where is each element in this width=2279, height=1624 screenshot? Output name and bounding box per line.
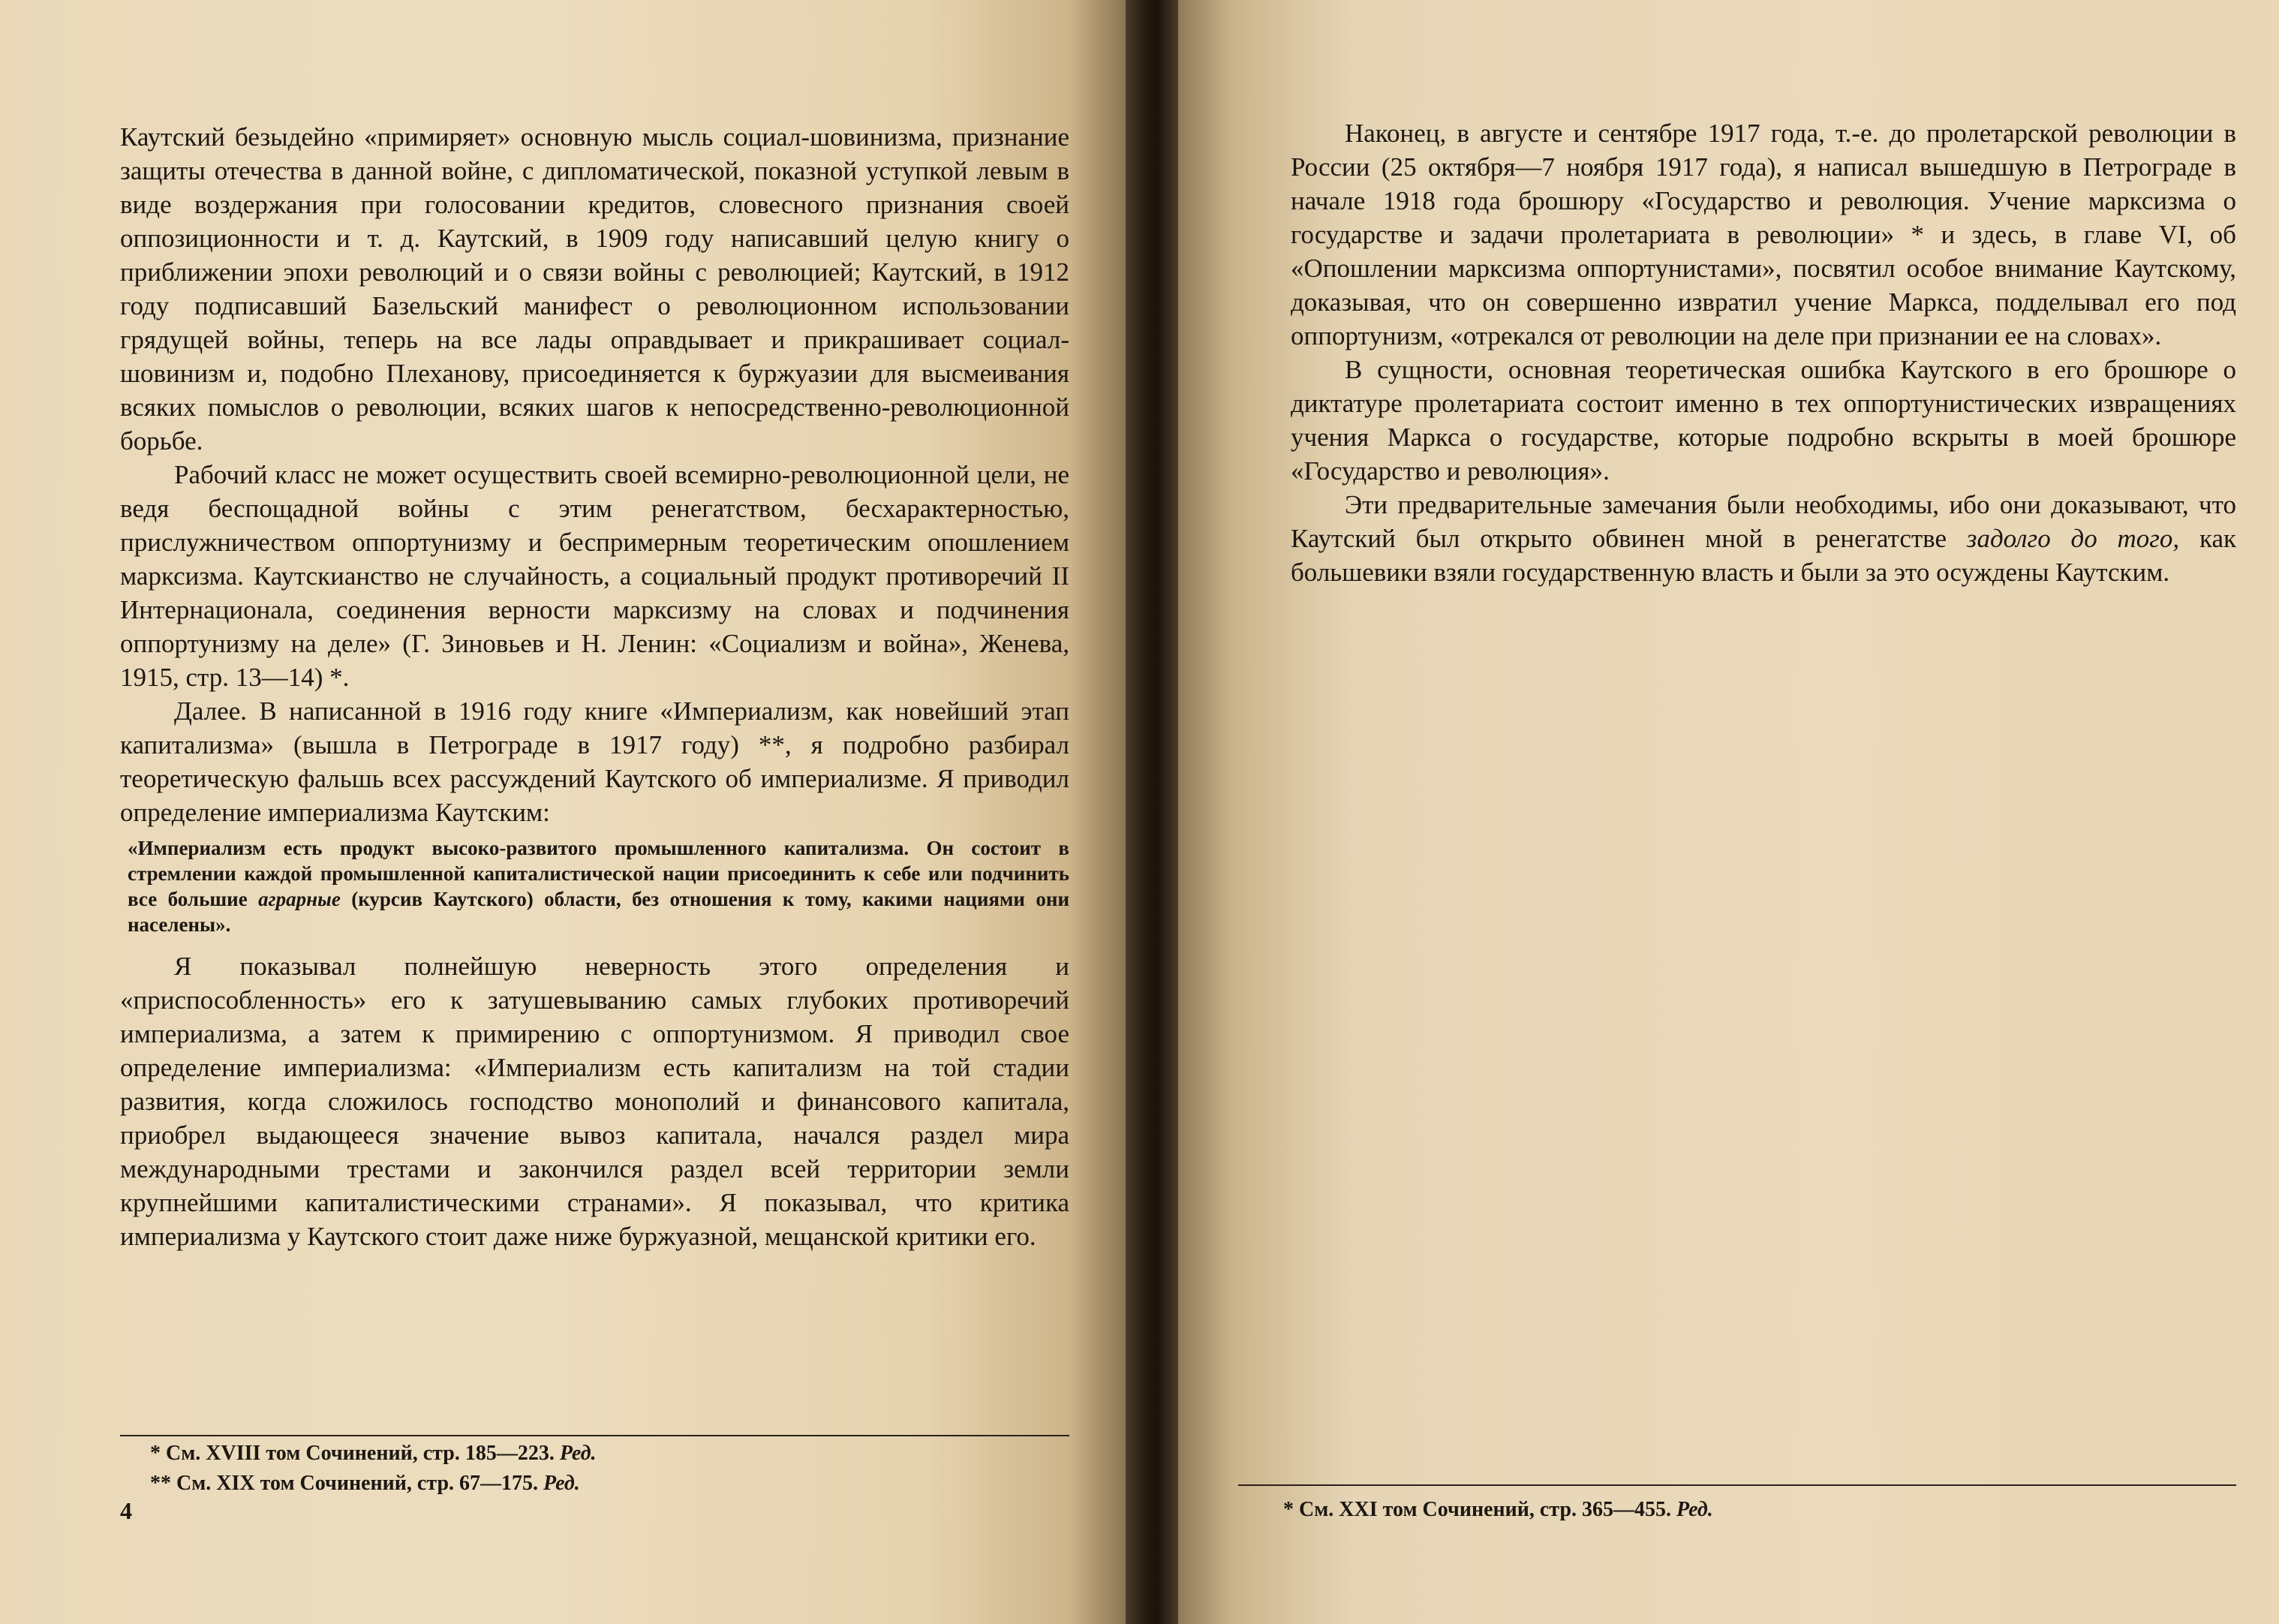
footnotes xyxy=(120,1439,1069,1499)
footnotes xyxy=(1253,1495,2236,1525)
paragraph: Рабочий класс не может осуществить своей всемирно-революционной цели, не ведя беспощадной войны с этим ренегатством, бесхарактерностью, прислужничеством оппортунизму и беспримерным теоретическим опошлением марксизма. Каутскианство не случайность, а социальный продукт противоречий II Интернационала, соединения верности марксизму на словах и подчинения оппортунизму на деле» (Г. Зиновьев и Н. Ленин: «Социализм и война», Женева, 1915, стр. 13—14) *. xyxy=(120,460,1069,692)
footnote-rule xyxy=(120,1435,1069,1436)
paragraph: Каутский безыдейно «примиряет» основную мысль социал-шовинизма, признание защиты отечества в данной войне, с дипломатической, показной уступкой левым в виде воздержания при голосовании кредитов, словесного признания своей оппозиционности и т. д. Каутский, в 1909 году написавший целую книгу о приближении эпохи революций и о связи войны с революцией; Каутский, в 1912 году подписавший Базельский манифест о революционном использовании грядущей войны, теперь на все лады оправдывает и прикрашивает социал-шовинизм и, подобно Плеханову, присоединяется к буржуазии для высмеивания всяких помыслов о революции, всяких шагов к непосредственно-революционной борьбе. xyxy=(120,122,1069,456)
left-page xyxy=(0,0,1126,1624)
book-gutter xyxy=(1126,0,1178,1624)
paragraph: Я показывал полнейшую неверность этого определения и «приспособленность» его к затушевыванию самых глубоких противоречий империализма, а затем к примирению с оппортунизмом. Я приводил свое определение империализма: «Империализм есть капитализм на той стадии развития, когда сложилось господство монополий и финансового капитала, приобрел выдающееся значение вывоз капитала, начался раздел мира международными трестами и закончился раздел всей территории земли крупнейшими капиталистическими странами». Я показывал, что критика империализма у Каутского стоит даже ниже буржуазной, мещанской критики его. xyxy=(120,952,1069,1251)
right-page-text xyxy=(1291,116,2236,589)
quote-text: «Империализм есть продукт высоко-развитого промышленного капитализма. Он состоит в стремлении каждой промышленной капиталистической нации присоединить к себе или подчинить все большие xyxy=(128,837,1069,910)
paragraph: Эти предварительные замечания были необходимы, ибо они доказывают, что Каутский был открыто обвинен мной в ренегатстве задолго до того, как большевики взяли государственную власть и были за это осуждены Каутским. xyxy=(1291,490,2236,587)
footnote: * См. XVIII том Сочинений, стр. 185—223. Ред. xyxy=(150,1442,597,1465)
quote-italic-word: аграрные xyxy=(258,888,341,910)
left-page-text xyxy=(120,120,1069,1253)
quote-text: (курсив Каутского) области, без отношения к тому, какими нациями они населены». xyxy=(128,888,1070,936)
page-number: 4 xyxy=(120,1497,132,1524)
paragraph: Наконец, в августе и сентябре 1917 года, т.-е. до пролетарской революции в России (25 октября—7 ноября 1917 года), я написал вышедшую в Петрограде в начале 1918 года брошюру «Государство и революция. Учение марксизма о государстве и задачи пролетариата в революции» * и здесь, в главе VI, об «Опошлении марксизма оппортунистами», посвятил особое внимание Каутскому, доказывая, что он совершенно извратил учение Маркса, подделывал его под оппортунизм, «отрекался от революции на деле при признании ее на словах». xyxy=(1291,119,2236,350)
italic-phrase: задолго до того, xyxy=(1966,524,2180,553)
footnote: * См. XXI том Сочинений, стр. 365—455. Ред. xyxy=(1283,1498,1713,1521)
paragraph: Далее. В написанной в 1916 году книге «Империализм, как новейший этап капитализма» (вышла в Петрограде в 1917 году) **, я подробно разбирал теоретическую фальшь всех рассуждений Каутского об империализме. Я приводил определение империализма Каутским: xyxy=(120,696,1069,827)
footnote-rule xyxy=(1238,1484,2236,1486)
block-quote xyxy=(120,835,1069,937)
right-page xyxy=(1178,0,2279,1624)
paragraph: В сущности, основная теоретическая ошибка Каутского в его брошюре о диктатуре пролетариата состоит именно в тех оппортунистических извращениях учения Маркса о государстве, которые подробно вскрыты в моей брошюре «Государство и революция». xyxy=(1291,355,2236,486)
footnote: ** См. XIX том Сочинений, стр. 67—175. Ред. xyxy=(150,1472,580,1495)
